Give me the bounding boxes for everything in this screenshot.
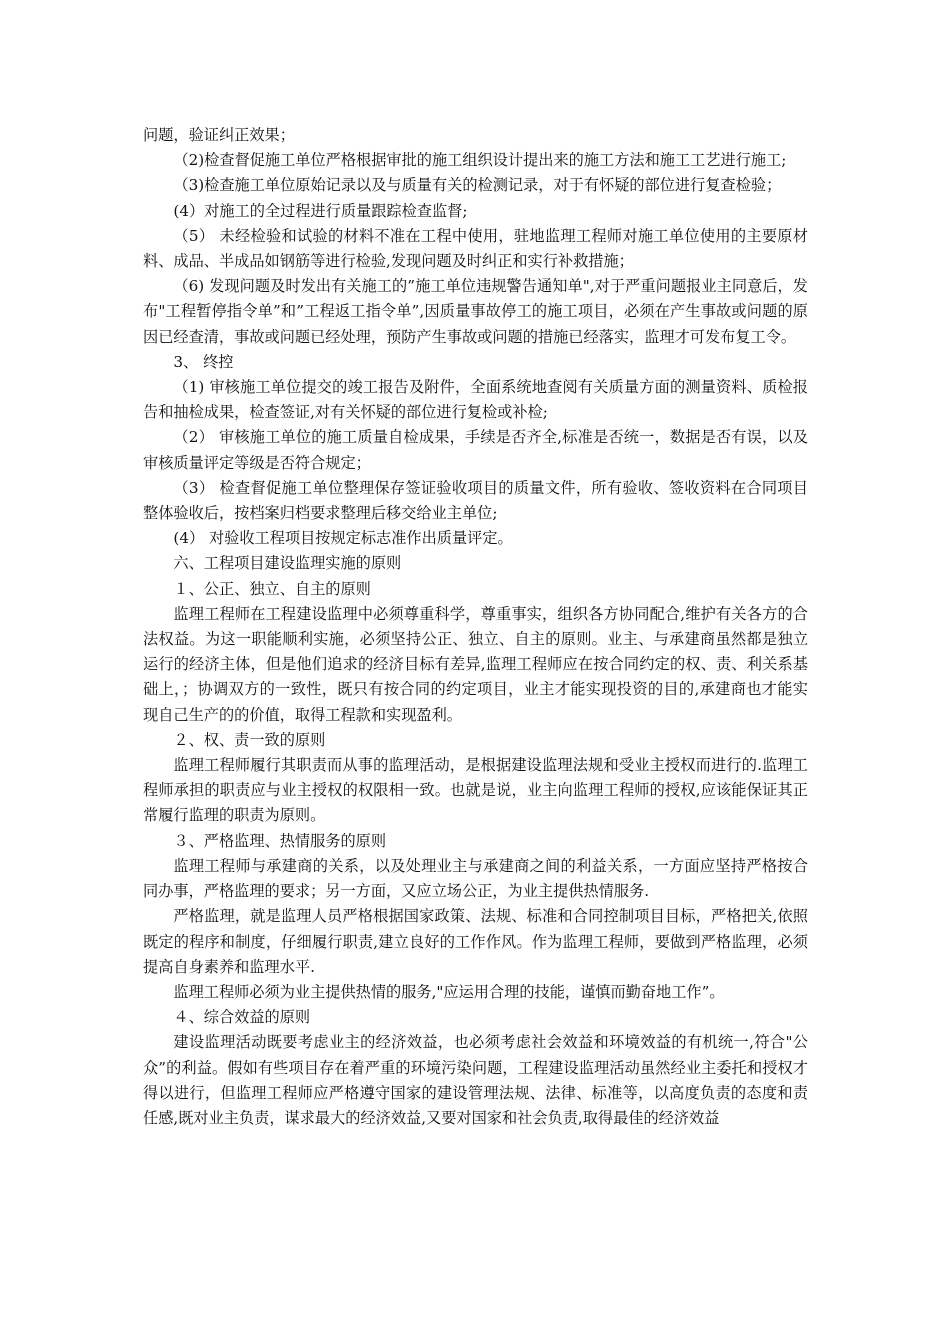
paragraph-final-4: (4） 对验收工程项目按规定标志准作出质量评定。 [173, 529, 513, 548]
paragraph-final-3: （3） 检查督促施工单位整理保存签证验收项目的质量文件，所有验收、签收资料在合同项目整体验收后，按档案归档要求整理后移交给业主单位; [143, 478, 808, 523]
paragraph-item-4: (4）对施工的全过程进行质量跟踪检查监督; [173, 201, 468, 220]
subheading-principle-2: ２、权、责一致的原则 [173, 730, 326, 749]
paragraph-principle-1: 监理工程师在工程建设监理中必须尊重科学，尊重事实，组织各方协同配合,维护有关各方的合法权益。为这一职能顺利实施，必须坚持公正、独立、自主的原则。业主、与承建商虽然都是独立运行的经济主体，但是他们追求的经济目标有差异,监理工程师应在按合同约定的权、责、利关系基础上，；协调双方的一致性，既只有按合同的约定项目，业主才能实现投资的目的,承建商也才能实现自己生产的的价值，取得工程款和实现盈利。 [143, 604, 808, 724]
subheading-principle-3: ３、严格监理、热情服务的原则 [173, 831, 387, 850]
paragraph-item-3: （3)检查施工单位原始记录以及与质量有关的检测记录，对于有怀疑的部位进行复查检验； [173, 176, 782, 195]
paragraph-item-5: （5） 未经检验和试验的材料不准在工程中使用，驻地监理工程师对施工单位使用的主要原材料、成品、半成品如钢筋等进行检验,发现问题及时纠正和实行补救措施； [143, 226, 808, 271]
paragraph-principle-3c: 监理工程师必须为业主提供热情的服务,"应运用合理的技能，谨慎而勤奋地工作”。 [173, 982, 725, 1001]
paragraph-continuation: 问题，验证纠正效果； [143, 126, 295, 144]
subheading-principle-1: １、公正、独立、自主的原则 [173, 579, 371, 598]
section-heading-principles: 六、工程项目建设监理实施的原则 [173, 554, 402, 573]
paragraph-final-1: （1) 审核施工单位提交的竣工报告及附件，全面系统地查阅有关质量方面的测量资料、质检报告和抽检成果，检查签证,对有关怀疑的部位进行复检或补检; [143, 378, 808, 422]
paragraph-final-2: （2） 审核施工单位的施工质量自检成果，手续是否齐全,标准是否统一，数据是否有误，以及审核质量评定等级是否符合规定； [143, 428, 808, 472]
paragraph-principle-2: 监理工程师履行其职责而从事的监理活动，是根据建设监理法规和受业主授权而进行的.监理工程师承担的职责应与业主授权的权限相一致。也就是说，业主向监理工程师的授权,应该能保证其正常履行监理的职责为原则。 [143, 756, 808, 825]
subheading-principle-4: ４、综合效益的原则 [173, 1008, 311, 1027]
document-body [143, 123, 808, 1131]
paragraph-principle-3a: 监理工程师与承建商的关系，以及处理业主与承建商之间的利益关系，一方面应坚持严格按合同办事，严格监理的要求；另一方面，又应立场公正，为业主提供热情服务. [143, 856, 808, 901]
heading-final-control: 3、 终控 [173, 352, 234, 371]
paragraph-item-6: （6) 发现问题及时发出有关施工的”施工单位违规警告通知单",对于严重问题报业主同意后，发布"工程暂停指令单”和”工程返工指令单”,因质量事故停工的施工项目，必须在产生事故或问题的原因已经查清，事故或问题已经处理，预防产生事故或问题的措施已经落实，监理才可发布复工令。 [143, 277, 808, 346]
paragraph-principle-3b: 严格监理，就是监理人员严格根据国家政策、法规、标准和合同控制项目目标，严格把关,依照既定的程序和制度，仔细履行职责,建立良好的工作作风。作为监理工程师，要做到严格监理，必须提高自身素养和监理水平. [143, 907, 808, 976]
paragraph-item-2: （2)检查督促施工单位严格根据审批的施工组织设计提出来的施工方法和施工工艺进行施工; [173, 151, 787, 170]
paragraph-principle-4: 建设监理活动既要考虑业主的经济效益，也必须考虑社会效益和环境效益的有机统一,符合"公众”的利益。假如有些项目存在着严重的环境污染问题，工程建设监理活动虽然经业主委托和授权才得以进行，但监理工程师应严格遵守国家的建设管理法规、法律、标准等，以高度负责的态度和责任感,既对业主负责，谋求最大的经济效益,又要对国家和社会负责,取得最佳的经济效益 [143, 1033, 808, 1127]
